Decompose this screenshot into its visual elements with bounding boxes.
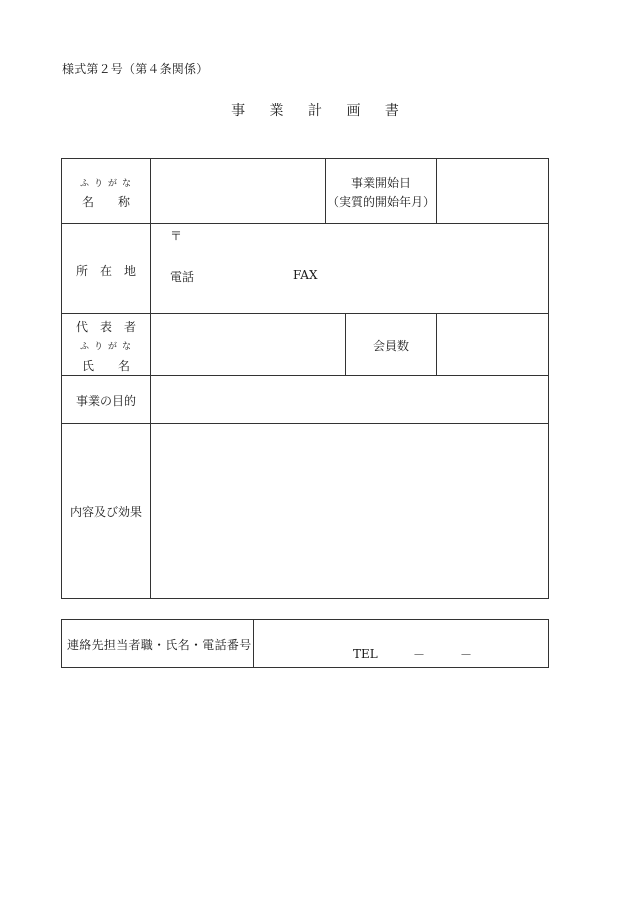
representative-name-label: 氏 名 [81, 359, 131, 373]
address-label: 所 在 地 [75, 264, 137, 278]
phone-field[interactable] [195, 265, 287, 285]
document-title [0, 100, 630, 120]
col-divider [325, 158, 326, 223]
contact-border-bottom [61, 667, 549, 668]
form-number: 様式第２号（第４条関係） [62, 62, 209, 76]
table-border-top [61, 158, 549, 159]
purpose-field[interactable] [152, 377, 547, 422]
tel-dash: － [460, 648, 473, 662]
start-date-field[interactable] [438, 160, 547, 222]
tel-dash: － [413, 648, 426, 662]
table-border-right [548, 158, 549, 599]
name-label: 名 称 [81, 195, 131, 209]
contact-border-top [61, 619, 549, 620]
row-divider [61, 223, 549, 224]
row-divider [61, 313, 549, 314]
members-field[interactable] [438, 315, 547, 374]
name-kana-label: ふりがな [79, 179, 137, 189]
content-field[interactable] [152, 425, 547, 597]
contact-border-left [61, 619, 62, 668]
title-char: 計 [308, 103, 322, 119]
purpose-label: 事業の目的 [75, 394, 137, 408]
members-label: 会員数 [372, 339, 410, 353]
title-char: 事 [231, 103, 246, 119]
fax-label: FAX [293, 268, 318, 282]
contact-border-right [548, 619, 549, 668]
fax-field[interactable] [320, 265, 545, 285]
representative-name-field[interactable] [152, 315, 344, 374]
address-field[interactable] [185, 225, 545, 263]
start-date-sublabel: （実質的開始年月） [326, 195, 436, 209]
representative-kana-label: ふりがな [79, 342, 137, 352]
col-divider [345, 313, 346, 375]
title-char: 書 [384, 103, 399, 119]
tel-label: TEL [353, 647, 378, 661]
table-border-bottom [61, 598, 549, 599]
name-field[interactable] [152, 160, 324, 222]
contact-col-divider [253, 619, 254, 668]
contact-tel-field[interactable] [380, 644, 545, 666]
row-divider [61, 375, 549, 376]
contact-name-field[interactable] [256, 621, 547, 643]
table-border-left [61, 158, 62, 599]
content-label: 内容及び効果 [69, 505, 143, 519]
start-date-label: 事業開始日 [350, 176, 412, 190]
contact-label: 連絡先担当者職・氏名・電話番号 [67, 638, 252, 652]
title-char: 画 [346, 103, 361, 119]
title-char: 業 [269, 103, 284, 119]
representative-label: 代 表 者 [75, 320, 137, 334]
label-column-divider [150, 158, 151, 599]
row-divider [61, 423, 549, 424]
col-divider [436, 158, 437, 223]
postal-mark: 〒 [170, 229, 183, 243]
phone-label: 電話 [170, 270, 195, 284]
col-divider [436, 313, 437, 375]
